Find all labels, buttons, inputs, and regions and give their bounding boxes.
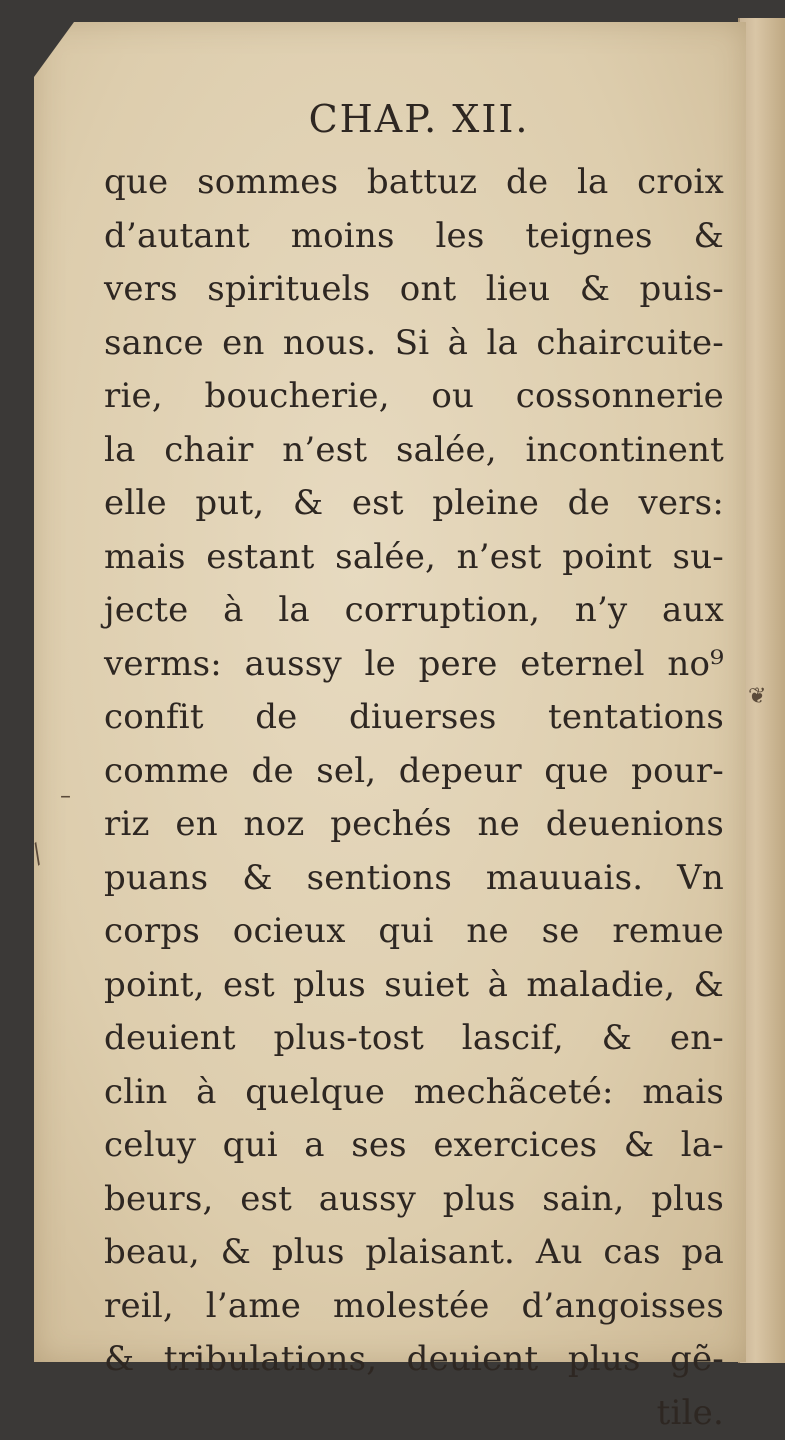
catchword: tile. xyxy=(104,1387,724,1440)
text-line: & tribulations, deuient plus gẽ- xyxy=(104,1333,724,1387)
text-line: confit de diuerses tentations xyxy=(104,691,724,745)
text-line: que sommes battuz de la croix xyxy=(104,156,724,210)
margin-fleuron-mark: ❦ xyxy=(748,684,766,709)
text-line: point, est plus suiet à maladie, & xyxy=(104,959,724,1013)
text-line: la chair n’est salée, incontinent xyxy=(104,424,724,478)
text-line: beau, & plus plaisant. Au cas pa xyxy=(104,1226,724,1280)
text-line: rie, boucherie, ou cossonnerie xyxy=(104,370,724,424)
text-line: d’autant moins les teignes & xyxy=(104,210,724,264)
text-line: riz en noz pechés ne deuenions xyxy=(104,798,724,852)
text-line: reil, l’ame molestée d’angoisses xyxy=(104,1280,724,1334)
margin-slash-mark: ⁄ xyxy=(27,842,50,868)
text-line: verms: aussy le pere eternel no⁹ xyxy=(104,638,724,692)
text-line: celuy qui a ses exercices & la- xyxy=(104,1119,724,1173)
text-block xyxy=(104,88,724,1440)
text-line: vers spirituels ont lieu & puis- xyxy=(104,263,724,317)
text-line: puans & sentions mauuais. Vn xyxy=(104,852,724,906)
text-line: corps ocieux qui ne se remue xyxy=(104,905,724,959)
text-line: mais estant salée, n’est point su- xyxy=(104,531,724,585)
running-head: CHAP. XII. xyxy=(104,88,724,150)
text-line: sance en nous. Si à la chaircuite- xyxy=(104,317,724,371)
text-line: elle put, & est pleine de vers: xyxy=(104,477,724,531)
text-line: deuient plus-tost lascif, & en- xyxy=(104,1012,724,1066)
text-line: clin à quelque mechãceté: mais xyxy=(104,1066,724,1120)
text-line: comme de sel, depeur que pour- xyxy=(104,745,724,799)
margin-dash-mark: – xyxy=(60,784,71,809)
text-line: beurs, est aussy plus sain, plus xyxy=(104,1173,724,1227)
text-line: jecte à la corruption, n’y aux xyxy=(104,584,724,638)
